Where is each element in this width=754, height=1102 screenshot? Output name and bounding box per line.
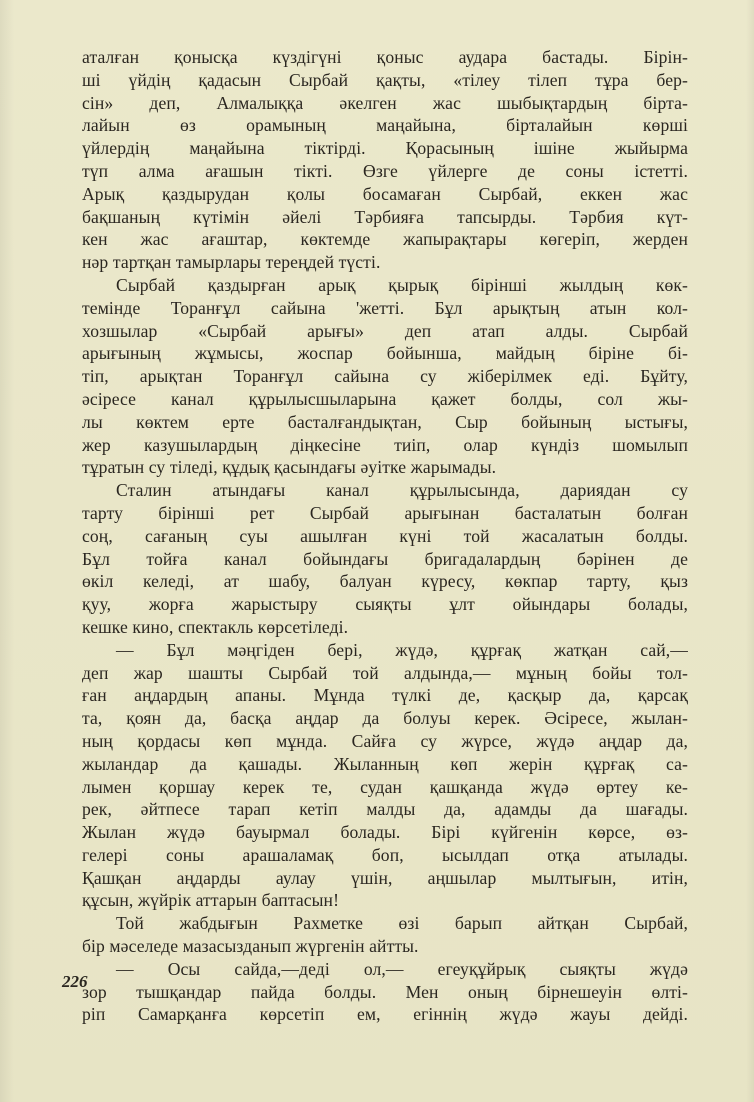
text-line: соң, сағаның суы ашылған күні той жасалатын болды.: [82, 525, 688, 546]
text-line: ның қордасы көп мұнда. Сайға су жүрсе, жүдә аңдар да,: [82, 730, 688, 751]
text-line: қуу, жорға жарыстыру сыяқты ұлт ойындары болады,: [82, 594, 688, 615]
text-line: Сталин атындағы канал құрылысында, дариядан су: [116, 480, 688, 501]
text-line: ған аңдардың апаны. Мұнда түлкі де, қасқыр да, қарсақ: [82, 685, 688, 706]
text-line: лымен қоршау керек те, судан қашқанда жүдә өртеу ке-: [82, 776, 688, 797]
text-line: — Осы сайда,—деді ол,— егеуқұйрық сыяқты жүдә: [116, 958, 688, 979]
text-line: Бұл тойға канал бойындағы бригадалардың бәрінен де: [82, 548, 688, 569]
text-line: лайын өз орамының маңайына, бірталайын көрші: [82, 115, 688, 136]
text-line: зор тышқандар пайда болды. Мен оның бірнешеуін өлті-: [82, 981, 688, 1002]
text-line: тұратын су тіледі, құдық қасындағы әуітке жарымады.: [82, 457, 497, 478]
text-line: кен жас ағаштар, көктемде жапырақтары көгеріп, жерден: [82, 229, 688, 250]
text-line: әсіресе канал құрылысшыларына қажет болды, сол жы-: [82, 388, 688, 409]
body-text: [82, 46, 688, 1026]
text-line: өкіл келеді, ат шабу, балуан күресу, көкпар тарту, қыз: [82, 571, 688, 592]
page-edge-shadow: [746, 0, 754, 1102]
text-line: та, қоян да, басқа аңдар да болуы керек. Әсіресе, жылан-: [82, 708, 688, 729]
text-line: хозшылар «Сырбай арығы» деп атап алды. Сырбай: [82, 320, 688, 341]
text-line: рек, әйтпесе тарап кетіп малды да, адамды да шағады.: [82, 799, 688, 820]
text-line: жыландар да қашады. Жыланның көп жерін құрғақ са-: [82, 753, 688, 774]
text-line: сін» деп, Алмалыққа әкелген жас шыбықтардың бірта-: [82, 92, 688, 113]
text-line: кешке кино, спектакль көрсетіледі.: [82, 616, 349, 637]
text-line: бір мәселеде мазасызданып жүргенін айтты.: [82, 936, 419, 957]
text-line: лы көктем ерте басталғандықтан, Сыр бойының ыстығы,: [82, 411, 688, 432]
text-line: — Бұл мәңгіден бері, жүдә, құрғақ жатқан сай,—: [116, 639, 688, 660]
text-line: аталған қонысқа күздігүні қоныс аудара бастады. Бірін-: [82, 47, 688, 67]
text-line: Жылан жүдә бауырмал болады. Бірі күйгенін көрсе, өз-: [82, 822, 688, 843]
text-line: ші үйдің қадасын Сырбай қақты, «тілеу тілеп тұра бер-: [82, 69, 688, 90]
text-line: түп алма ағашын тікті. Өзге үйлерге де соны істетті.: [82, 160, 688, 181]
text-line: тіп, арықтан Торанғұл сайына су жіберілмек еді. Бұйту,: [82, 366, 688, 387]
text-line: құсын, жүйрік аттарын баптасын!: [82, 890, 340, 911]
page-number: 226: [62, 972, 88, 991]
text-line: жер казушылардың діңкесіне тиіп, олар күндіз шомылып: [82, 434, 688, 455]
text-line: үйлердің маңайына тіктірді. Қорасының ішіне жыйырма: [82, 138, 688, 159]
text-line: нәр тартқан тамырлары тереңдей түсті.: [82, 252, 381, 273]
text-line: ріп Самарқанға көрсетіп ем, егіннің жүдә жауы дейді.: [82, 1004, 688, 1025]
text-line: бақшаның күтімін әйелі Тәрбияға тапсырды. Тәрбия күт-: [82, 206, 688, 227]
text-line: Сырбай қаздырған арық қырық бірінші жылдың көк-: [116, 274, 688, 295]
text-line: деп жар шашты Сырбай той алдында,— мұның бойы тол-: [82, 662, 688, 683]
text-line: темінде Торанғұл сайына 'жетті. Бұл арықтың атын кол-: [82, 297, 688, 318]
text-line: Арық қаздырудан қолы босамаған Сырбай, еккен жас: [82, 183, 688, 204]
text-line: Қашқан аңдарды аулау үшін, аңшылар мылтығын, итін,: [82, 867, 688, 888]
text-line: гелері соны арашаламақ боп, ысылдап отқа атылады.: [82, 844, 688, 865]
text-line: арығының жұмысы, жоспар бойынша, майдың біріне бі-: [82, 343, 688, 364]
text-line: Той жабдығын Рахметке өзі барып айтқан Сырбай,: [116, 913, 688, 934]
text-line: тарту бірінші рет Сырбай арығынан басталатын болған: [82, 502, 688, 523]
